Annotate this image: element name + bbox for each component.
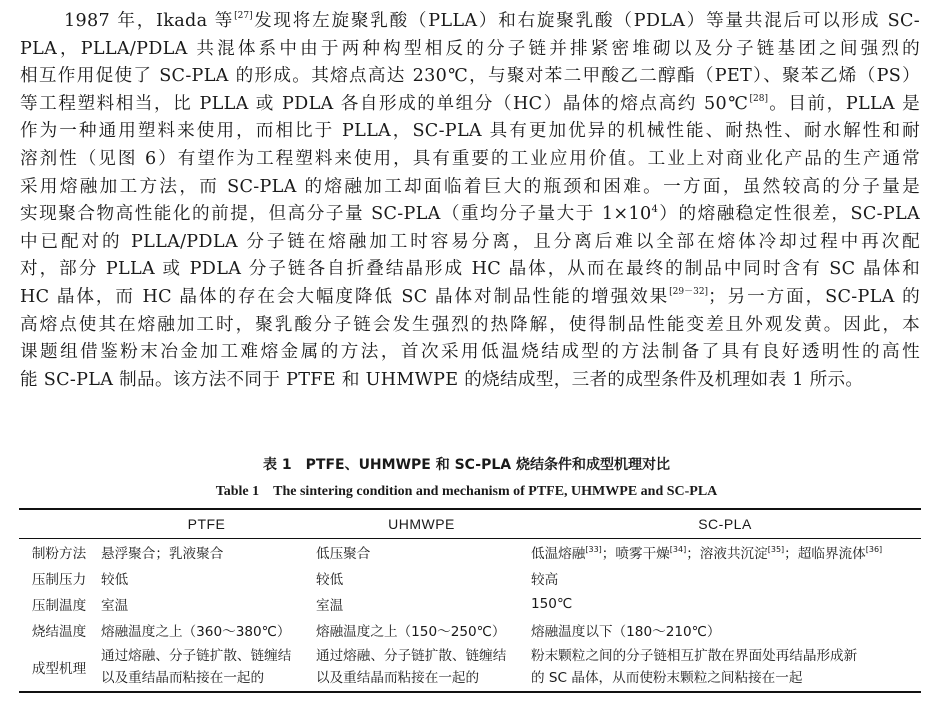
- cell-scpla: 150℃: [531, 596, 573, 612]
- paragraph-line: 高熔点使其在熔融加工时，聚乳酸分子链会发生强烈的热降解，使得制品性能变差且外观发黄。因此，本: [20, 314, 920, 335]
- cell-scpla: 较高: [531, 572, 559, 588]
- body-paragraph: [20, 8, 920, 394]
- paragraph-line: 采用熔融加工方法，而 SC-PLA 的熔融加工却面临着巨大的瓶颈和困难。一方面，虽然较高的分子量是: [20, 176, 920, 197]
- row-label: 压制压力: [31, 572, 87, 588]
- cell-scpla: 熔融温度以下（180～210℃）: [531, 624, 721, 640]
- header-ptfe: PTFE: [99, 509, 314, 539]
- citation: [29－32]: [669, 286, 709, 297]
- table-header-row: [19, 509, 921, 539]
- row-label: 烧结温度: [31, 624, 87, 640]
- paragraph-line: 等工程塑料相当，比 PLLA 或 PDLA 各自形成的单组分（HC）晶体的熔点高约 50℃[28]。目前，PLLA 是: [20, 93, 920, 114]
- paragraph-line: 实现聚合物高性能化的前提，但高分子量 SC-PLA（重均分子量大于 $1\times 10^4$）的熔融稳定性很差，SC-PLA: [20, 204, 920, 225]
- comparison-table: [19, 508, 921, 693]
- table-row: [19, 565, 921, 591]
- paragraph-line: 1987 年，Ikada 等[27]发现将左旋聚乳酸（PLLA）和右旋聚乳酸（PDLA）等量共混后可以形成 SC-: [64, 11, 921, 31]
- citation: [34]: [669, 545, 687, 554]
- cell-uhmwpe: 室温: [316, 598, 344, 614]
- table-row: [19, 643, 921, 692]
- citation: [35]: [767, 545, 785, 554]
- header-scpla: SC-PLA: [529, 509, 921, 539]
- paragraph-line: 能 SC-PLA 制品。该方法不同于 PTFE 和 UHMWPE 的烧结成型，三者的成型条件及机理如表 1 所示。: [20, 369, 864, 390]
- paragraph-line: 溶剂性（见图 6）有望作为工程塑料来使用，具有重要的工业应用价值。工业上对商业化产品的生产通常: [20, 148, 920, 169]
- header-uhmwpe: UHMWPE: [314, 509, 529, 539]
- paragraph-line: HC 晶体，而 HC 晶体的存在会大幅度降低 SC 晶体对制品性能的增强效果[29－32]；另一方面，SC-PLA 的: [20, 286, 920, 307]
- cell-ptfe: 较低: [101, 572, 129, 588]
- cell-uhmwpe: 熔融温度之上（150～250℃）: [316, 624, 506, 640]
- paragraph-line: 作为一种通用塑料来使用，而相比于 PLLA，SC-PLA 具有更加优异的机械性能、耐热性、耐水解性和耐: [20, 121, 920, 142]
- table-caption-cn: 表 1 PTFE、UHMWPE 和 SC-PLA 烧结条件和成型机理对比: [263, 457, 670, 473]
- paragraph-line: 课题组借鉴粉末冶金加工难熔金属的方法，首次采用低温烧结成型的方法制备了具有良好透明性的高性: [20, 342, 920, 363]
- citation: [36]: [865, 545, 883, 554]
- citation: [27]: [234, 11, 253, 21]
- cell-ptfe: 熔融温度之上（360～380℃）: [101, 624, 291, 640]
- cell-scpla: 低温熔融[33]；喷雾干燥[34]；溶液共沉淀[35]；超临界流体[36]: [531, 545, 883, 562]
- table-caption-en: Table 1 The sintering condition and mechanism of PTFE, UHMWPE and SC-PLA: [215, 484, 718, 499]
- table-row: [19, 539, 921, 566]
- paragraph-line: PLA，PLLA/PDLA 共混体系中由于两种构型相反的分子链并排紧密堆砌以及分子链基团之间强烈的: [20, 38, 920, 59]
- cell-uhmwpe: 通过熔融、分子链扩散、链缠结 以及重结晶而粘接在一起的: [316, 648, 507, 686]
- exponent: 4: [651, 204, 659, 216]
- row-label: 制粉方法: [31, 546, 87, 562]
- row-label: 压制温度: [31, 598, 87, 614]
- row-label: 成型机理: [31, 661, 87, 677]
- header-blank: [19, 509, 99, 539]
- paragraph-line: 中已配对的 PLLA/PDLA 分子链在熔融加工时容易分离，且分离后难以全部在熔体冷却过程中再次配: [20, 231, 920, 252]
- cell-uhmwpe: 较低: [316, 572, 344, 588]
- paragraph-line: 对，部分 PLLA 或 PDLA 分子链各自折叠结晶形成 HC 晶体，从而在最终的制品中同时含有 SC 晶体和: [20, 259, 920, 280]
- cell-scpla: 粉末颗粒之间的分子链相互扩散在界面处再结晶形成新 的 SC 晶体，从而使粉末颗粒之间粘接在一起: [531, 648, 858, 686]
- cell-ptfe: 通过熔融、分子链扩散、链缠结 以及重结晶而粘接在一起的: [101, 648, 292, 686]
- table-row: [19, 617, 921, 643]
- paragraph-line: 相互作用促使了 SC-PLA 的形成。其熔点高达 230℃，与聚对苯二甲酸乙二醇酯（PET）、聚苯乙烯（PS）: [20, 66, 920, 87]
- cell-uhmwpe: 低压聚合: [316, 546, 371, 562]
- citation: [28]: [749, 93, 768, 104]
- cell-ptfe: 悬浮聚合；乳液聚合: [101, 546, 224, 562]
- cell-ptfe: 室温: [101, 598, 129, 614]
- table-row: [19, 591, 921, 617]
- citation: [33]: [585, 545, 602, 554]
